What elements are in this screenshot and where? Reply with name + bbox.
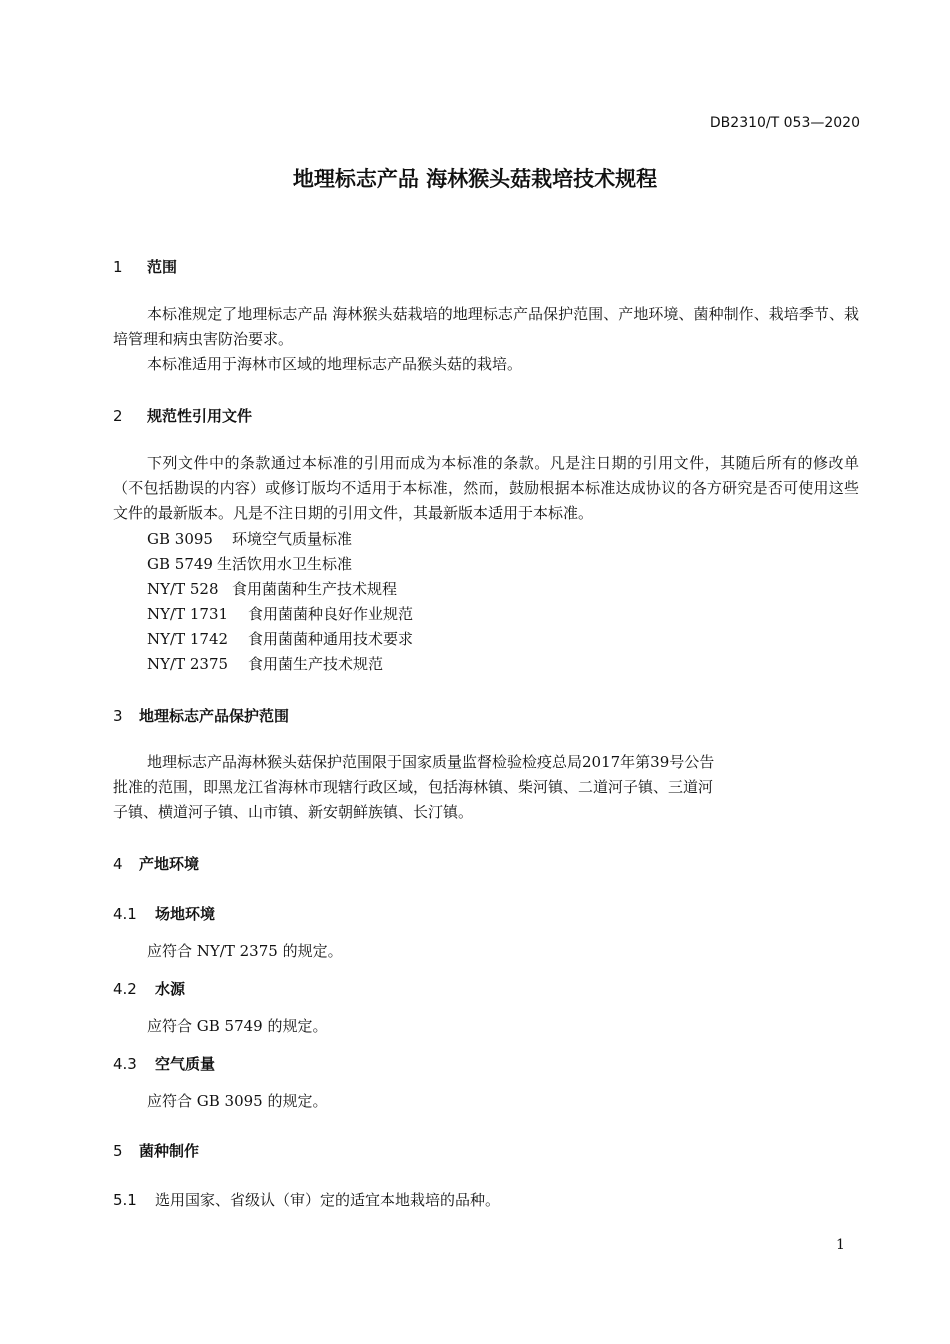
reference-item bbox=[147, 653, 383, 674]
subsection-4-2-text: 应符合 GB 5749 的规定。 bbox=[147, 1017, 328, 1035]
page-number: 1 bbox=[836, 1237, 845, 1253]
subsection-title: 水源 bbox=[155, 980, 186, 998]
subsection-number: 4.3 bbox=[113, 1055, 137, 1073]
reference-item bbox=[147, 553, 352, 574]
subsection-title: 空气质量 bbox=[155, 1055, 216, 1073]
subsection-4-2-heading bbox=[113, 978, 185, 999]
section-title: 产地环境 bbox=[139, 855, 200, 873]
subsection-text: 选用国家、省级认（审）定的适宜本地栽培的品种。 bbox=[155, 1191, 501, 1209]
subsection-5-1 bbox=[113, 1189, 500, 1210]
section-1-paragraph-1: 本标准规定了地理标志产品 海林猴头菇栽培的地理标志产品保护范围、产地环境、菌种制作、栽培季节、栽培管理和病虫害防治要求。 bbox=[113, 305, 859, 348]
section-number: 2 bbox=[113, 407, 123, 425]
section-3-line-3: 子镇、横道河子镇、山市镇、新安朝鲜族镇、长汀镇。 bbox=[113, 803, 474, 821]
section-3-line-2: 批准的范围，即黑龙江省海林市现辖行政区域，包括海林镇、柴河镇、二道河子镇、三道河 bbox=[113, 778, 714, 796]
document-code: DB2310/T 053—2020 bbox=[709, 115, 860, 131]
section-2-paragraph-1: 下列文件中的条款通过本标准的引用而成为本标准的条款。凡是注日期的引用文件，其随后所有的修改单（不包括勘误的内容）或修订版均不适用于本标准，然而，鼓励根据本标准达成协议的各方研究是否可使用这些文件的最新版本。凡是不注日期的引用文件，其最新版本适用于本标准。 bbox=[113, 454, 859, 522]
reference-name: 生活饮用水卫生标准 bbox=[217, 555, 353, 573]
section-5-heading bbox=[113, 1140, 199, 1161]
section-1-paragraph-2: 本标准适用于海林市区域的地理标志产品猴头菇的栽培。 bbox=[147, 355, 523, 373]
reference-item bbox=[147, 628, 413, 649]
section-3-line-1: 地理标志产品海林猴头菇保护范围限于国家质量监督检验检疫总局2017年第39号公告 bbox=[147, 753, 715, 771]
section-number: 4 bbox=[113, 855, 123, 873]
reference-item bbox=[147, 528, 352, 549]
reference-code: GB 3095 bbox=[147, 530, 213, 548]
section-1-heading bbox=[113, 256, 177, 277]
section-4-heading bbox=[113, 853, 199, 874]
reference-code: NY/T 1742 bbox=[147, 630, 229, 648]
reference-code: NY/T 1731 bbox=[147, 605, 229, 623]
section-number: 3 bbox=[113, 707, 123, 725]
reference-name: 食用菌菌种通用技术要求 bbox=[248, 630, 414, 648]
section-title: 范围 bbox=[147, 258, 178, 276]
subsection-4-3-heading bbox=[113, 1053, 215, 1074]
reference-code: NY/T 528 bbox=[147, 580, 219, 598]
reference-name: 食用菌菌种良好作业规范 bbox=[248, 605, 414, 623]
section-number: 1 bbox=[113, 258, 123, 276]
section-title: 菌种制作 bbox=[139, 1142, 200, 1160]
reference-item bbox=[147, 578, 397, 599]
section-number: 5 bbox=[113, 1142, 123, 1160]
page-title: 地理标志产品 海林猴头菇栽培技术规程 bbox=[292, 167, 658, 191]
reference-name: 食用菌生产技术规范 bbox=[248, 655, 384, 673]
subsection-4-1-heading bbox=[113, 903, 215, 924]
section-title: 规范性引用文件 bbox=[147, 407, 253, 425]
reference-code: NY/T 2375 bbox=[147, 655, 229, 673]
subsection-4-3-text: 应符合 GB 3095 的规定。 bbox=[147, 1092, 328, 1110]
subsection-title: 场地环境 bbox=[155, 905, 216, 923]
section-3-heading bbox=[113, 705, 289, 726]
subsection-number: 4.2 bbox=[113, 980, 137, 998]
reference-code: GB 5749 bbox=[147, 555, 213, 573]
section-2-heading bbox=[113, 405, 252, 426]
reference-name: 环境空气质量标准 bbox=[232, 530, 353, 548]
reference-item bbox=[147, 603, 413, 624]
subsection-number: 5.1 bbox=[113, 1191, 137, 1209]
subsection-4-1-text: 应符合 NY/T 2375 的规定。 bbox=[147, 942, 343, 960]
reference-name: 食用菌菌种生产技术规程 bbox=[232, 580, 398, 598]
section-title: 地理标志产品保护范围 bbox=[139, 707, 290, 725]
subsection-number: 4.1 bbox=[113, 905, 137, 923]
